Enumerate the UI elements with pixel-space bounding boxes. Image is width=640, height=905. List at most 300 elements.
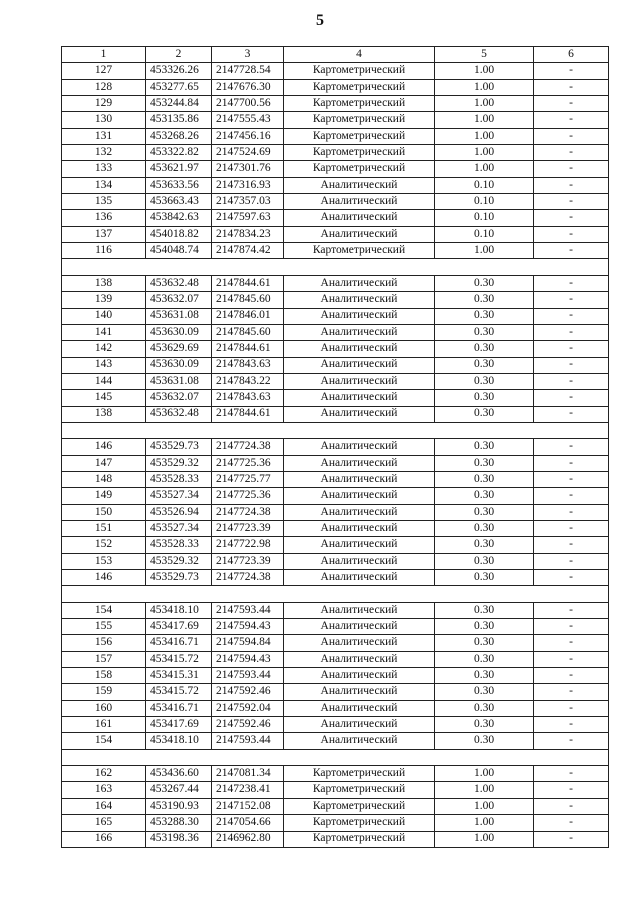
y-coordinate-cell: 2147592.46 [212,684,284,700]
accuracy-cell: 0.30 [435,504,534,520]
point-number-cell: 159 [62,684,146,700]
table-row [62,161,609,177]
y-coordinate-cell: 2147843.22 [212,373,284,389]
table-row [62,782,609,798]
note-cell: - [534,570,609,586]
separator-row [62,586,609,602]
point-number-cell: 141 [62,324,146,340]
point-number-cell: 130 [62,112,146,128]
point-number-cell: 137 [62,226,146,242]
table-row [62,308,609,324]
y-coordinate-cell: 2147597.63 [212,210,284,226]
accuracy-cell: 0.30 [435,357,534,373]
table-row [62,390,609,406]
y-coordinate-cell: 2147152.08 [212,798,284,814]
table-row [62,700,609,716]
x-coordinate-cell: 453417.69 [146,717,212,733]
point-number-cell: 138 [62,406,146,422]
method-cell: Аналитический [284,700,435,716]
empty-cell [146,749,212,765]
note-cell: - [534,96,609,112]
point-number-cell: 131 [62,128,146,144]
empty-cell [212,586,284,602]
empty-cell [534,422,609,438]
y-coordinate-cell: 2147844.61 [212,275,284,291]
empty-cell [62,749,146,765]
y-coordinate-cell: 2147724.38 [212,504,284,520]
method-cell: Аналитический [284,651,435,667]
note-cell: - [534,112,609,128]
accuracy-cell: 0.30 [435,668,534,684]
accuracy-cell: 1.00 [435,815,534,831]
y-coordinate-cell: 2147592.46 [212,717,284,733]
point-number-cell: 161 [62,717,146,733]
y-coordinate-cell: 2147081.34 [212,766,284,782]
table-row [62,243,609,259]
point-number-cell: 150 [62,504,146,520]
table-row [62,96,609,112]
method-cell: Аналитический [284,619,435,635]
accuracy-cell: 0.30 [435,406,534,422]
method-cell: Картометрический [284,79,435,95]
method-cell: Аналитический [284,504,435,520]
point-number-cell: 160 [62,700,146,716]
x-coordinate-cell: 453621.97 [146,161,212,177]
method-cell: Аналитический [284,373,435,389]
method-cell: Аналитический [284,553,435,569]
accuracy-cell: 1.00 [435,782,534,798]
point-number-cell: 116 [62,243,146,259]
note-cell: - [534,439,609,455]
note-cell: - [534,537,609,553]
y-coordinate-cell: 2147593.44 [212,668,284,684]
method-cell: Картометрический [284,815,435,831]
y-coordinate-cell: 2147456.16 [212,128,284,144]
note-cell: - [534,766,609,782]
table-row [62,63,609,79]
note-cell: - [534,733,609,749]
point-number-cell: 146 [62,439,146,455]
method-cell: Аналитический [284,406,435,422]
y-coordinate-cell: 2147724.38 [212,439,284,455]
note-cell: - [534,651,609,667]
table-row [62,766,609,782]
method-cell: Аналитический [284,717,435,733]
method-cell: Картометрический [284,128,435,144]
y-coordinate-cell: 2147846.01 [212,308,284,324]
y-coordinate-cell: 2147592.04 [212,700,284,716]
empty-cell [284,259,435,275]
table-row [62,373,609,389]
note-cell: - [534,161,609,177]
empty-cell [534,259,609,275]
note-cell: - [534,619,609,635]
x-coordinate-cell: 453527.34 [146,520,212,536]
empty-cell [435,586,534,602]
accuracy-cell: 0.30 [435,537,534,553]
x-coordinate-cell: 453417.69 [146,619,212,635]
table-row [62,831,609,847]
table-row [62,520,609,536]
x-coordinate-cell: 453663.43 [146,194,212,210]
empty-cell [146,586,212,602]
accuracy-cell: 1.00 [435,145,534,161]
page-number: 5 [316,12,324,29]
accuracy-cell: 0.10 [435,177,534,193]
x-coordinate-cell: 453632.07 [146,390,212,406]
y-coordinate-cell: 2147725.36 [212,488,284,504]
accuracy-cell: 0.30 [435,471,534,487]
accuracy-cell: 1.00 [435,831,534,847]
y-coordinate-cell: 2147722.98 [212,537,284,553]
y-coordinate-cell: 2147301.76 [212,161,284,177]
note-cell: - [534,668,609,684]
x-coordinate-cell: 453633.56 [146,177,212,193]
method-cell: Аналитический [284,226,435,242]
empty-cell [435,259,534,275]
y-coordinate-cell: 2146962.80 [212,831,284,847]
note-cell: - [534,243,609,259]
empty-cell [284,422,435,438]
point-number-cell: 166 [62,831,146,847]
method-cell: Картометрический [284,831,435,847]
coordinates-table [61,46,609,848]
table-row [62,79,609,95]
point-number-cell: 134 [62,177,146,193]
note-cell: - [534,553,609,569]
empty-cell [284,586,435,602]
y-coordinate-cell: 2147844.61 [212,406,284,422]
y-coordinate-cell: 2147724.38 [212,570,284,586]
table-row [62,194,609,210]
y-coordinate-cell: 2147700.56 [212,96,284,112]
accuracy-cell: 0.30 [435,619,534,635]
point-number-cell: 139 [62,292,146,308]
point-number-cell: 163 [62,782,146,798]
note-cell: - [534,128,609,144]
note-cell: - [534,602,609,618]
note-cell: - [534,79,609,95]
point-number-cell: 165 [62,815,146,831]
point-number-cell: 156 [62,635,146,651]
x-coordinate-cell: 453415.72 [146,651,212,667]
method-cell: Аналитический [284,194,435,210]
separator-row [62,422,609,438]
note-cell: - [534,471,609,487]
separator-row [62,259,609,275]
table-row [62,733,609,749]
point-number-cell: 157 [62,651,146,667]
accuracy-cell: 0.30 [435,292,534,308]
point-number-cell: 149 [62,488,146,504]
separator-row [62,749,609,765]
accuracy-cell: 0.10 [435,226,534,242]
method-cell: Картометрический [284,243,435,259]
empty-cell [534,749,609,765]
point-number-cell: 145 [62,390,146,406]
x-coordinate-cell: 453632.48 [146,406,212,422]
x-coordinate-cell: 453418.10 [146,733,212,749]
x-coordinate-cell: 453529.73 [146,439,212,455]
x-coordinate-cell: 453528.33 [146,537,212,553]
empty-cell [284,749,435,765]
note-cell: - [534,488,609,504]
y-coordinate-cell: 2147843.63 [212,390,284,406]
table-header-row [62,47,609,63]
method-cell: Картометрический [284,63,435,79]
x-coordinate-cell: 453288.30 [146,815,212,831]
accuracy-cell: 1.00 [435,128,534,144]
table-row [62,324,609,340]
table-row [62,488,609,504]
accuracy-cell: 0.30 [435,553,534,569]
method-cell: Картометрический [284,96,435,112]
x-coordinate-cell: 453322.82 [146,145,212,161]
note-cell: - [534,177,609,193]
note-cell: - [534,226,609,242]
table-row [62,619,609,635]
accuracy-cell: 0.30 [435,733,534,749]
table-row [62,145,609,161]
point-number-cell: 147 [62,455,146,471]
y-coordinate-cell: 2147834.23 [212,226,284,242]
y-coordinate-cell: 2147054.66 [212,815,284,831]
point-number-cell: 129 [62,96,146,112]
method-cell: Аналитический [284,602,435,618]
method-cell: Картометрический [284,161,435,177]
table-row [62,341,609,357]
empty-cell [62,586,146,602]
x-coordinate-cell: 453842.63 [146,210,212,226]
y-coordinate-cell: 2147874.42 [212,243,284,259]
note-cell: - [534,210,609,226]
method-cell: Аналитический [284,341,435,357]
table-row [62,651,609,667]
y-coordinate-cell: 2147593.44 [212,733,284,749]
accuracy-cell: 1.00 [435,798,534,814]
note-cell: - [534,357,609,373]
x-coordinate-cell: 453326.26 [146,63,212,79]
method-cell: Аналитический [284,324,435,340]
column-header: 2 [146,47,212,63]
y-coordinate-cell: 2147594.84 [212,635,284,651]
x-coordinate-cell: 453632.48 [146,275,212,291]
empty-cell [212,422,284,438]
y-coordinate-cell: 2147593.44 [212,602,284,618]
table-row [62,471,609,487]
method-cell: Аналитический [284,537,435,553]
accuracy-cell: 0.30 [435,717,534,733]
y-coordinate-cell: 2147725.77 [212,471,284,487]
empty-cell [212,749,284,765]
note-cell: - [534,455,609,471]
accuracy-cell: 1.00 [435,243,534,259]
table-row [62,602,609,618]
empty-cell [534,586,609,602]
note-cell: - [534,684,609,700]
accuracy-cell: 1.00 [435,112,534,128]
accuracy-cell: 0.30 [435,275,534,291]
y-coordinate-cell: 2147555.43 [212,112,284,128]
empty-cell [435,749,534,765]
point-number-cell: 127 [62,63,146,79]
empty-cell [146,259,212,275]
note-cell: - [534,504,609,520]
empty-cell [435,422,534,438]
y-coordinate-cell: 2147238.41 [212,782,284,798]
note-cell: - [534,390,609,406]
column-header: 3 [212,47,284,63]
x-coordinate-cell: 453198.36 [146,831,212,847]
point-number-cell: 132 [62,145,146,161]
accuracy-cell: 0.30 [435,651,534,667]
note-cell: - [534,308,609,324]
x-coordinate-cell: 453529.73 [146,570,212,586]
table-row [62,439,609,455]
table-row [62,357,609,373]
point-number-cell: 133 [62,161,146,177]
column-header: 1 [62,47,146,63]
method-cell: Аналитический [284,455,435,471]
method-cell: Аналитический [284,668,435,684]
method-cell: Аналитический [284,439,435,455]
table-row [62,406,609,422]
table-row [62,455,609,471]
method-cell: Аналитический [284,177,435,193]
x-coordinate-cell: 453631.08 [146,373,212,389]
x-coordinate-cell: 454048.74 [146,243,212,259]
x-coordinate-cell: 453629.69 [146,341,212,357]
point-number-cell: 153 [62,553,146,569]
accuracy-cell: 0.30 [435,341,534,357]
point-number-cell: 136 [62,210,146,226]
table-row [62,226,609,242]
x-coordinate-cell: 453527.34 [146,488,212,504]
x-coordinate-cell: 453436.60 [146,766,212,782]
column-header: 5 [435,47,534,63]
x-coordinate-cell: 453277.65 [146,79,212,95]
table-row [62,504,609,520]
table-row [62,177,609,193]
x-coordinate-cell: 453632.07 [146,292,212,308]
table-row [62,668,609,684]
point-number-cell: 146 [62,570,146,586]
empty-cell [62,422,146,438]
method-cell: Картометрический [284,798,435,814]
empty-cell [146,422,212,438]
method-cell: Картометрический [284,145,435,161]
method-cell: Картометрический [284,782,435,798]
point-number-cell: 135 [62,194,146,210]
y-coordinate-cell: 2147725.36 [212,455,284,471]
point-number-cell: 154 [62,733,146,749]
accuracy-cell: 1.00 [435,96,534,112]
table-row [62,717,609,733]
point-number-cell: 140 [62,308,146,324]
accuracy-cell: 0.30 [435,684,534,700]
y-coordinate-cell: 2147728.54 [212,63,284,79]
method-cell: Аналитический [284,390,435,406]
accuracy-cell: 0.10 [435,210,534,226]
point-number-cell: 128 [62,79,146,95]
accuracy-cell: 0.30 [435,488,534,504]
accuracy-cell: 0.10 [435,194,534,210]
x-coordinate-cell: 453268.26 [146,128,212,144]
method-cell: Картометрический [284,112,435,128]
x-coordinate-cell: 453529.32 [146,553,212,569]
accuracy-cell: 1.00 [435,766,534,782]
accuracy-cell: 0.30 [435,324,534,340]
point-number-cell: 158 [62,668,146,684]
x-coordinate-cell: 453416.71 [146,700,212,716]
accuracy-cell: 0.30 [435,520,534,536]
table-row [62,635,609,651]
y-coordinate-cell: 2147723.39 [212,553,284,569]
x-coordinate-cell: 453416.71 [146,635,212,651]
y-coordinate-cell: 2147357.03 [212,194,284,210]
x-coordinate-cell: 453631.08 [146,308,212,324]
y-coordinate-cell: 2147845.60 [212,292,284,308]
point-number-cell: 155 [62,619,146,635]
method-cell: Аналитический [284,357,435,373]
note-cell: - [534,292,609,308]
accuracy-cell: 0.30 [435,635,534,651]
x-coordinate-cell: 453135.86 [146,112,212,128]
y-coordinate-cell: 2147316.93 [212,177,284,193]
x-coordinate-cell: 453630.09 [146,357,212,373]
point-number-cell: 164 [62,798,146,814]
method-cell: Аналитический [284,520,435,536]
x-coordinate-cell: 453415.31 [146,668,212,684]
method-cell: Аналитический [284,635,435,651]
table-row [62,553,609,569]
note-cell: - [534,798,609,814]
note-cell: - [534,520,609,536]
table-body [62,47,609,848]
y-coordinate-cell: 2147594.43 [212,651,284,667]
table-row [62,275,609,291]
method-cell: Аналитический [284,570,435,586]
y-coordinate-cell: 2147524.69 [212,145,284,161]
accuracy-cell: 0.30 [435,390,534,406]
note-cell: - [534,341,609,357]
method-cell: Аналитический [284,210,435,226]
column-header: 4 [284,47,435,63]
y-coordinate-cell: 2147676.30 [212,79,284,95]
method-cell: Аналитический [284,488,435,504]
accuracy-cell: 0.30 [435,570,534,586]
method-cell: Аналитический [284,733,435,749]
y-coordinate-cell: 2147845.60 [212,324,284,340]
x-coordinate-cell: 453415.72 [146,684,212,700]
method-cell: Аналитический [284,684,435,700]
accuracy-cell: 1.00 [435,63,534,79]
note-cell: - [534,145,609,161]
method-cell: Картометрический [284,766,435,782]
table-row [62,798,609,814]
empty-cell [212,259,284,275]
point-number-cell: 152 [62,537,146,553]
note-cell: - [534,831,609,847]
accuracy-cell: 0.30 [435,602,534,618]
table-row [62,684,609,700]
x-coordinate-cell: 453528.33 [146,471,212,487]
note-cell: - [534,782,609,798]
note-cell: - [534,324,609,340]
note-cell: - [534,717,609,733]
empty-cell [62,259,146,275]
column-header: 6 [534,47,609,63]
